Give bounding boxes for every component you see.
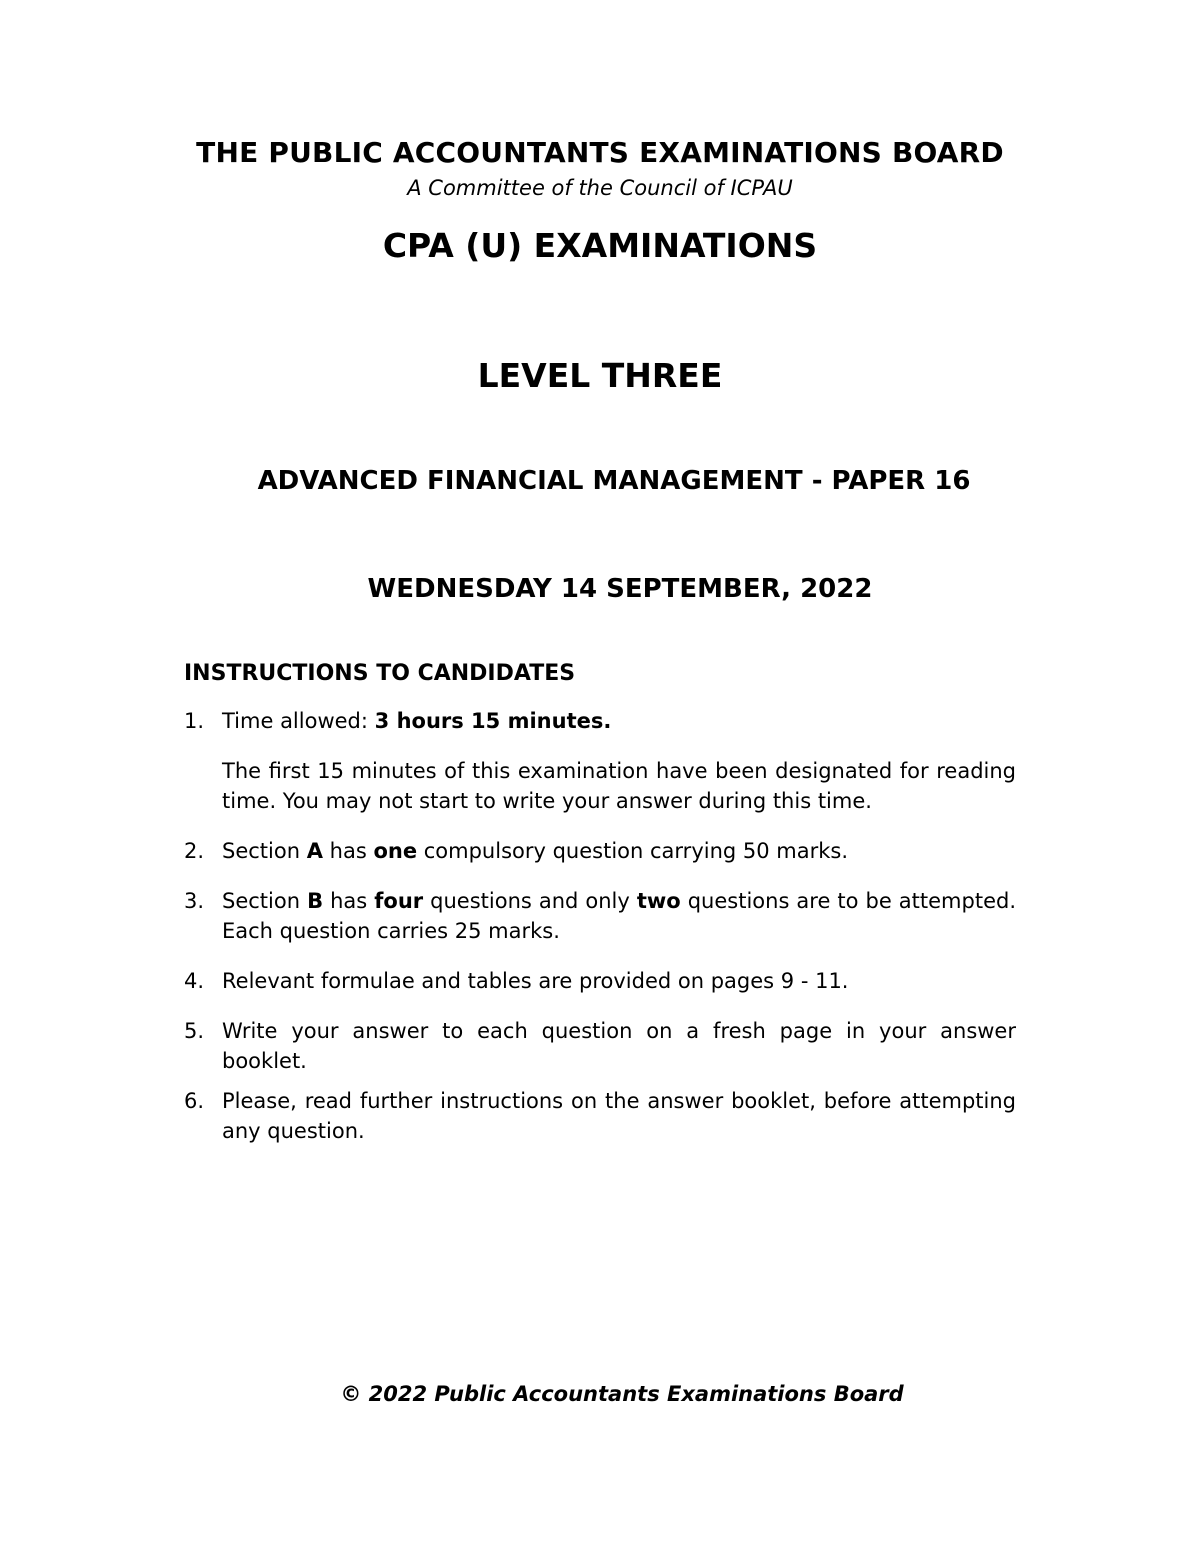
instruction-text [222, 886, 1016, 946]
instructions-list [184, 706, 1016, 1146]
board-title: THE PUBLIC ACCOUNTANTS EXAMINATIONS BOARD [196, 136, 1004, 169]
instruction-number: 4. [184, 969, 205, 993]
text-segment: has [322, 839, 374, 863]
instruction-text: Please, read further instructions on the answer booklet, before attempting any question. [222, 1089, 1016, 1143]
instruction-item-4 [184, 966, 1016, 996]
text-segment: compulsory question carrying 50 marks. [417, 839, 849, 863]
instructions-heading: INSTRUCTIONS TO CANDIDATES [184, 661, 576, 686]
text-segment: Section [222, 889, 308, 913]
bold-segment: B [307, 889, 324, 913]
text-segment: questions are to be attempted. Each question carries 25 marks. [222, 889, 1016, 943]
instruction-text: Relevant formulae and tables are provided on pages 9 - 11. [222, 969, 849, 993]
bold-segment: one [373, 839, 418, 863]
text-segment: has [323, 889, 375, 913]
instruction-text [222, 706, 1016, 736]
instruction-lead: Time allowed: [222, 709, 375, 733]
instruction-item-6 [184, 1086, 1016, 1146]
paper-title: ADVANCED FINANCIAL MANAGEMENT - PAPER 16 [257, 466, 971, 496]
instruction-item-5 [184, 1016, 1016, 1076]
exam-date: WEDNESDAY 14 SEPTEMBER, 2022 [367, 574, 873, 604]
bold-segment: A [306, 839, 323, 863]
instruction-item-3 [184, 886, 1016, 946]
exam-title: CPA (U) EXAMINATIONS [382, 226, 818, 265]
instruction-item-2 [184, 836, 1016, 866]
board-subtitle: A Committee of the Council of ICPAU [407, 176, 793, 200]
time-allowed: 3 hours 15 minutes. [374, 709, 612, 733]
instruction-number: 2. [184, 839, 205, 863]
instruction-text: Write your answer to each question on a fresh page in your answer booklet. [222, 1019, 1016, 1073]
text-segment: questions and only [423, 889, 637, 913]
instruction-text [222, 836, 1016, 866]
reading-time-note: The first 15 minutes of this examination have been designated for reading time. You may not start to write your answer during this time. [222, 759, 1016, 813]
instruction-number: 1. [184, 709, 205, 733]
instruction-number: 5. [184, 1019, 205, 1043]
instruction-item-1 [184, 706, 1016, 816]
text-segment: Section [222, 839, 307, 863]
exam-level: LEVEL THREE [477, 356, 723, 395]
instruction-number: 6. [184, 1089, 205, 1113]
bold-segment: four [374, 889, 424, 913]
copyright-footer: © 2022 Public Accountants Examinations Board [340, 1382, 904, 1406]
instruction-number: 3. [184, 889, 205, 913]
bold-segment: two [636, 889, 681, 913]
